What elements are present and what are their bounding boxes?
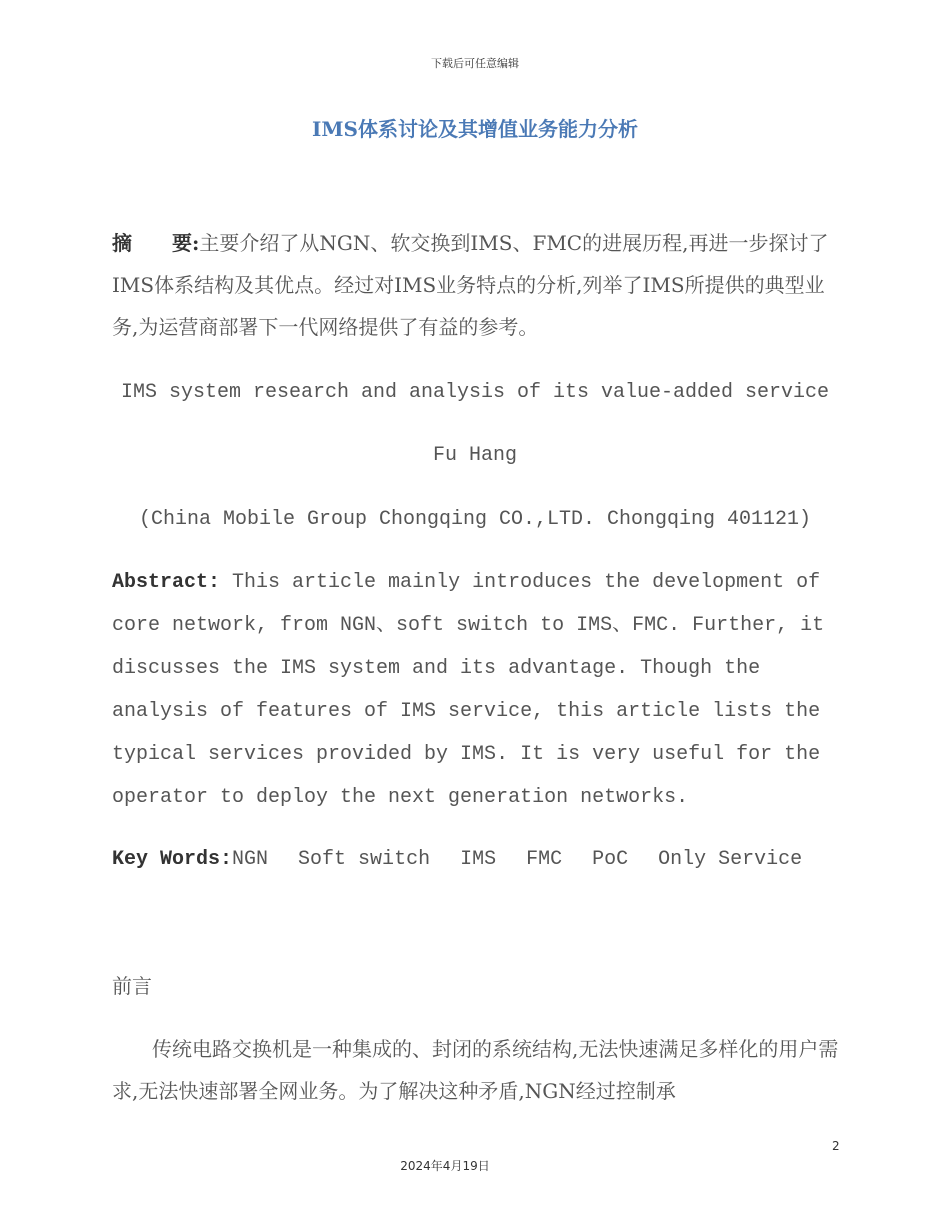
keyword-item: IMS: [460, 848, 497, 871]
keyword-item: Soft switch: [298, 848, 431, 871]
preface-body: 传统电路交换机是一种集成的、封闭的系统结构,无法快速满足多样化的用户需求,无法快速部署全网业务。为了解决这种矛盾,NGN经过控制承: [112, 1037, 839, 1103]
abstract-cn-body: 主要介绍了从NGN、软交换到IMS、FMC的进展历程,再进一步探讨了IMS体系结构及其优点。经过对IMS业务特点的分析,列举了IMS所提供的典型业务,为运营商部署下一代网络提供了有益的参考。: [112, 231, 829, 339]
keyword-item: PoC: [592, 848, 629, 871]
page-header: 下载后可任意编辑: [431, 57, 519, 70]
abstract-en: [112, 561, 842, 819]
page-number: 2: [832, 1139, 840, 1153]
abstract-en-label: Abstract:: [112, 571, 221, 594]
keywords: [112, 838, 872, 881]
abstract-cn: [112, 222, 840, 348]
english-title: IMS system research and analysis of its value-added service: [120, 381, 830, 404]
author: Fu Hang: [432, 444, 517, 467]
document-title: IMS体系讨论及其增值业务能力分析: [312, 117, 638, 141]
abstract-cn-label: 摘 要:: [112, 231, 200, 255]
keywords-label: Key Words:: [112, 848, 233, 871]
affiliation: (China Mobile Group Chongqing CO.,LTD. Chongqing 401121): [138, 508, 812, 531]
preface-heading: 前言: [112, 974, 152, 998]
footer-date: 2024年4月19日: [400, 1159, 490, 1173]
keyword-item: NGN: [232, 848, 269, 871]
keyword-item: Only Service: [658, 848, 803, 871]
keyword-item: FMC: [526, 848, 563, 871]
abstract-en-body: This article mainly introduces the development of core network, from NGN、soft switch to IMS、FMC. Further, it discusses the IMS system and its advantage. Though the analysis of features of IMS service, this article lists the typical services provided by IMS. It is very useful for the operator to deploy the next generation networks.: [112, 571, 825, 809]
